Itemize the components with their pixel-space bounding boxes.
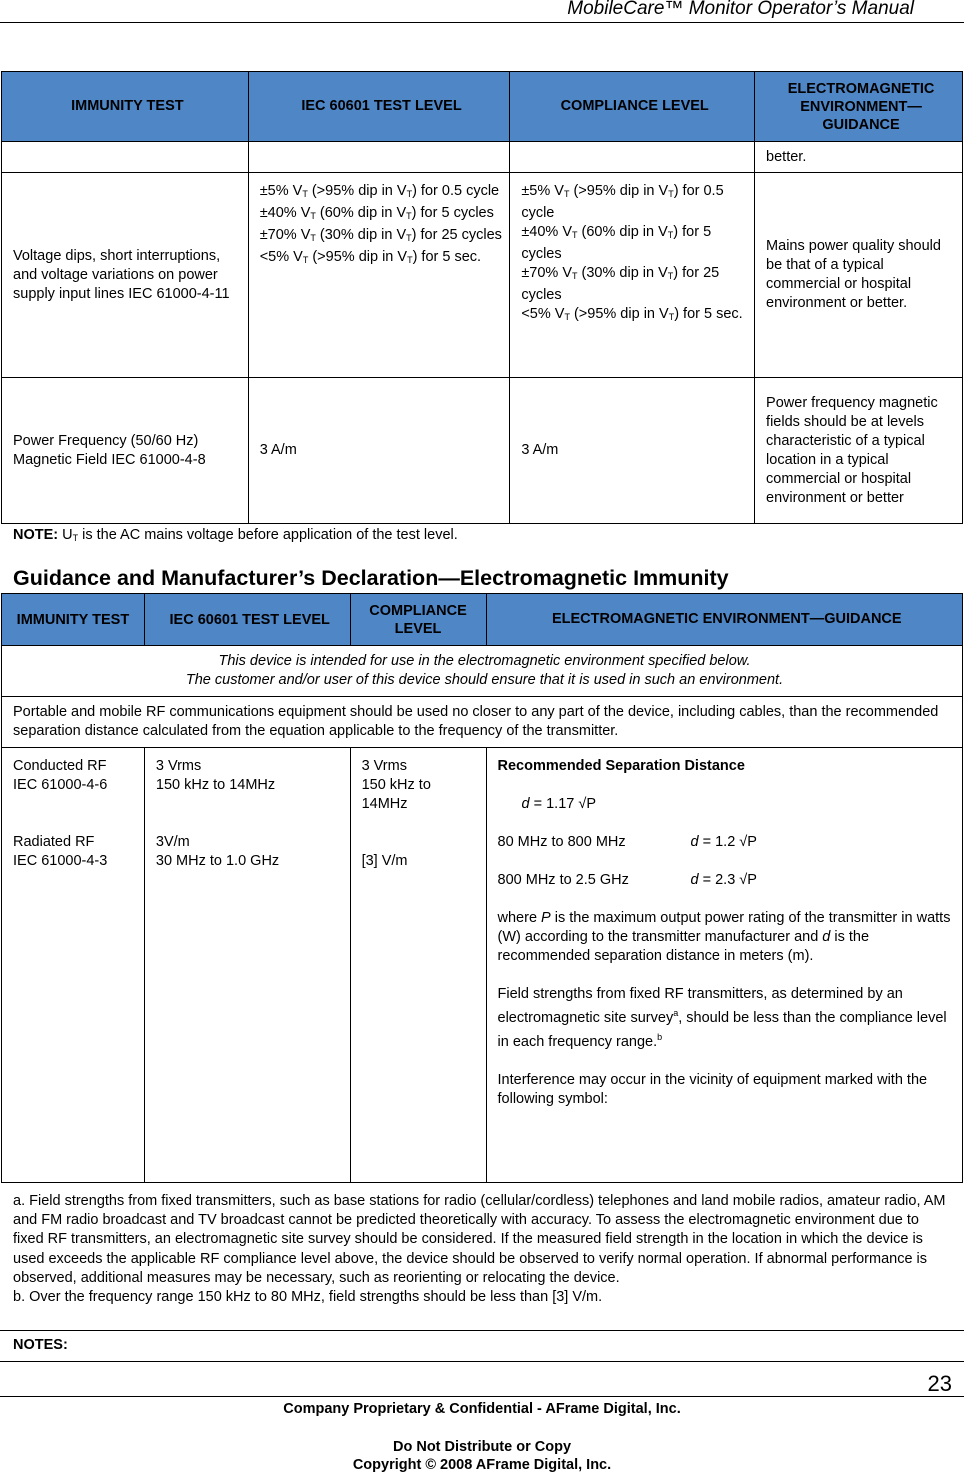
note-text: U xyxy=(62,527,73,543)
col-header-guidance: ELECTROMAGNETIC ENVIRONMENT—GUIDANCE xyxy=(486,594,962,646)
table-row xyxy=(2,378,963,524)
col-header-immunity-test: IMMUNITY TEST xyxy=(2,594,145,646)
footnote-a: a. Field strengths from fixed transmitters, such as base stations for radio (cellular/cordless) telephones and land mobile radios, amateur radio, AM and FM radio broadcast and TV broadcast cannot be predicted theoretically with accuracy. To assess the electromagnetic environment due to fixed RF transmitters, an electromagnetic site survey should be considered. If the measured field strength in the location in which the device is used exceeds the applicable RF compliance level above, the device should be observed to verify normal operation. If abnormal performance is observed, additional measures may be necessary, such as reorienting or relocating the device. xyxy=(13,1193,946,1286)
conducted-rf-label: Conducted RF xyxy=(13,758,107,774)
footnote-b: b. Over the frequency range 150 kHz to 80 MHz, field strengths should be less than [3] V/m. xyxy=(13,1289,603,1306)
equation-1: d = 1.17 √P xyxy=(521,796,596,812)
table-row xyxy=(2,173,963,378)
col-header-test-level: IEC 60601 TEST LEVEL xyxy=(144,594,350,646)
field-strength-text: Field strengths from fixed RF transmitters, as determined by an electromagnetic site survey$^a$, should be less than the compliance level in each frequency range.$^b$ xyxy=(497,986,947,1050)
conducted-comp-1: 3 Vrms xyxy=(361,758,407,774)
page-number: 23 xyxy=(927,1371,952,1396)
col-header-immunity-test: IMMUNITY TEST xyxy=(2,72,249,142)
note-ut xyxy=(13,527,458,543)
note-label: NOTE: xyxy=(13,527,59,543)
conducted-level-1: 3 Vrms xyxy=(155,758,202,774)
conducted-level-2: 150 kHz to 14MHz xyxy=(155,777,276,793)
footer-distribution: Do Not Distribute or Copy xyxy=(392,1439,572,1455)
manual-title: MobileCare™ Monitor Operator’s Manual xyxy=(567,0,914,19)
intro-line-2: The customer and/or user of this device should ensure that it is used in such an environment. xyxy=(185,672,784,688)
equation-2: 80 MHz to 800 MHz d = 1.2 √P xyxy=(497,834,757,850)
table-row xyxy=(2,748,963,1183)
immunity-table-continued xyxy=(1,71,963,524)
table-cell: Power Frequency (50/60 Hz) Magnetic Field IEC 61000-4-8 xyxy=(2,378,249,524)
table-cell: Voltage dips, short interruptions, and voltage variations on power supply input lines IEC 61000-4-11 xyxy=(2,173,249,378)
equation-3: 800 MHz to 2.5 GHz d = 2.3 √P xyxy=(497,872,757,888)
note-sub: T xyxy=(72,533,79,543)
table-cell xyxy=(510,142,755,173)
table-cell xyxy=(144,748,350,1183)
where-text: where P is the maximum output power rating of the transmitter in watts (W) according to the transmitter manufacturer and d is the recommended separation distance in meters (m). xyxy=(497,910,951,964)
note-rest: is the AC mains voltage before application of the test level. xyxy=(78,527,458,543)
table-cell xyxy=(2,142,249,173)
radiated-level-1: 3V/m xyxy=(155,834,190,850)
col-header-compliance-level: COMPLIANCE LEVEL xyxy=(510,72,755,142)
interference-text: Interference may occur in the vicinity of equipment marked with the following symbol: xyxy=(497,1072,928,1107)
table-cell: ±5% $V_T$ (>95% dip in $V_T$) for 0.5 cycle ±40% $V_T$ (60% dip in $V_T$) for 5 cycles ±70% $V_T$ (30% dip in $V_T$) for 25 cycles <5% $V_T$ (>95% dip in $V_T$) for 5 sec. xyxy=(510,173,755,378)
col-header-guidance: ELECTROMAGNETIC ENVIRONMENT— GUIDANCE xyxy=(755,72,963,142)
conducted-rf-standard: IEC 61000-4-6 xyxy=(13,777,108,793)
divider xyxy=(0,1361,964,1362)
footnotes xyxy=(13,1192,953,1307)
table-cell: better. xyxy=(755,142,963,173)
divider xyxy=(0,1330,964,1331)
rsd-title: Recommended Separation Distance xyxy=(497,758,745,774)
immunity-table-rf xyxy=(1,593,963,1183)
table-cell xyxy=(2,748,145,1183)
table-cell: Power frequency magnetic fields should be at levels characteristic of a typical location in a typical commercial or hospital environment or better xyxy=(755,378,963,524)
col-header-test-level: IEC 60601 TEST LEVEL xyxy=(248,72,510,142)
radiated-rf-label: Radiated RF xyxy=(13,834,95,850)
table-cell: Mains power quality should be that of a typical commercial or hospital environment or better. xyxy=(755,173,963,378)
footer-divider xyxy=(0,1396,964,1397)
notes-label: NOTES: xyxy=(13,1337,68,1353)
portable-cell: Portable and mobile RF communications equipment should be used no closer to any part of the device, including cables, than the recommended separation distance calculated from the equation applicable to the frequency of the transmitter. xyxy=(2,697,963,748)
intro-cell xyxy=(2,646,963,697)
table-cell xyxy=(248,142,510,173)
footer-copyright: Copyright © 2008 AFrame Digital, Inc. xyxy=(352,1457,612,1473)
radiated-level-2: 30 MHz to 1.0 GHz xyxy=(155,853,280,869)
table-cell: ±5% $V_T$ (>95% dip in $V_T$) for 0.5 cycle ±40% $V_T$ (60% dip in $V_T$) for 5 cycles ±70% $V_T$ (30% dip in $V_T$) for 25 cycles <5% $V_T$ (>95% dip in $V_T$) for 5 sec. xyxy=(248,173,510,378)
conducted-comp-2: 150 kHz to xyxy=(361,777,431,793)
section-heading: Guidance and Manufacturer’s Declaration—Electromagnetic Immunity xyxy=(13,566,729,590)
conducted-comp-3: 14MHz xyxy=(361,796,408,812)
radiated-rf-standard: IEC 61000-4-3 xyxy=(13,853,108,869)
page-header xyxy=(0,0,964,23)
table-cell xyxy=(486,748,962,1183)
intro-line-1: This device is intended for use in the electromagnetic environment specified below. xyxy=(218,653,751,669)
footer-company: Company Proprietary & Confidential - AFrame Digital, Inc. xyxy=(283,1401,681,1417)
table-cell: 3 A/m xyxy=(248,378,510,524)
radiated-comp: [3] V/m xyxy=(361,853,408,869)
table-cell: 3 A/m xyxy=(510,378,755,524)
table-cell xyxy=(350,748,486,1183)
col-header-compliance-level: COMPLIANCE LEVEL xyxy=(350,594,486,646)
